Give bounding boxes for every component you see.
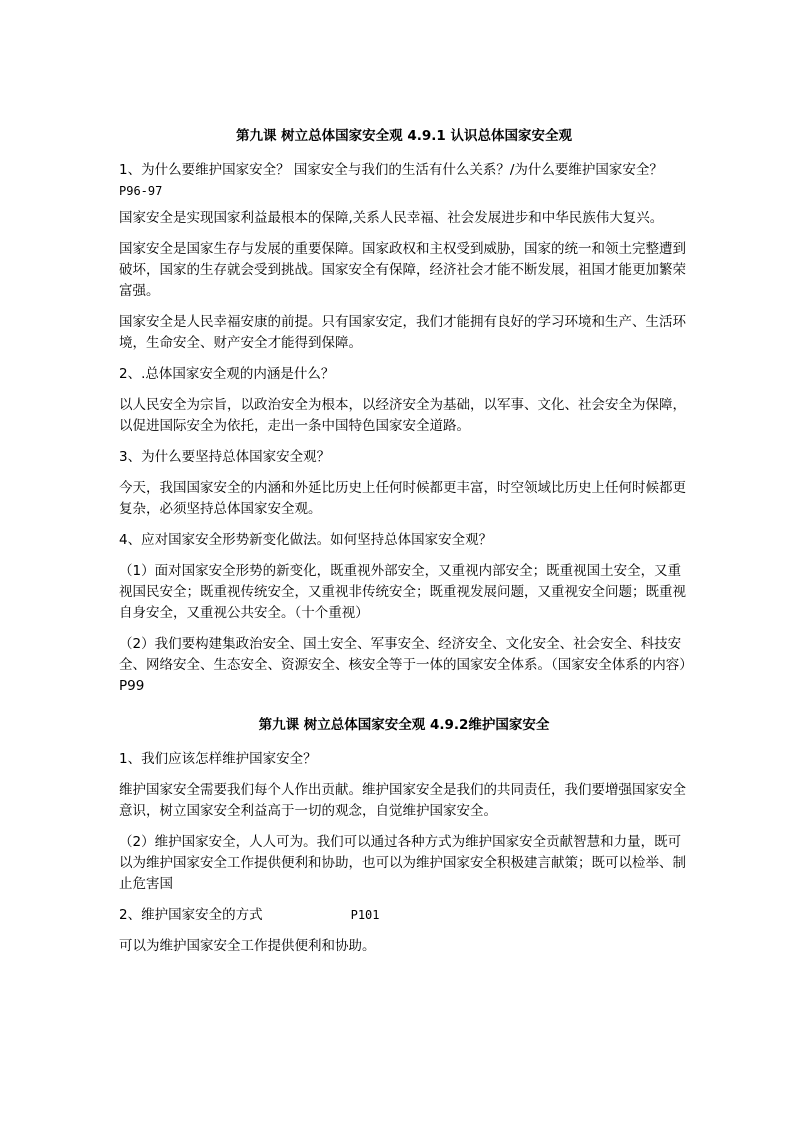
section-1-title: 第九课 树立总体国家安全观 4.9.1 认识总体国家安全观 xyxy=(235,128,573,144)
answer-2: 以人民安全为宗旨，以政治安全为根本，以经济安全为基础，以军事、文化、社会安全为保障，以促进国际安全为依托，走出一条中国特色国家安全道路。 xyxy=(119,397,686,434)
question-1-text: 1、为什么要维护国家安全？ 国家安全与我们的生活有什么关系？/为什么要维护国家安全？ xyxy=(119,162,663,178)
question-2: 2、.总体国家安全观的内涵是什么？ xyxy=(119,366,335,382)
document-page xyxy=(119,126,689,967)
question-4: 4、应对国家安全形势新变化做法。如何坚持总体国家安全观？ xyxy=(119,532,493,548)
answer-4b: （2）我们要构建集政治安全、国土安全、军事安全、经济安全、文化安全、社会安全、科技安全、网络安全、生态安全、资源安全、核安全等于一体的国家安全体系。（国家安全体系的内容）P99 xyxy=(119,636,686,694)
question-1 xyxy=(119,160,689,202)
section-2-answer-2: 可以为维护国家安全工作提供便利和协助。 xyxy=(119,938,376,954)
answer-3: 今天，我国国家安全的内涵和外延比历史上任何时候都更丰富，时空领域比历史上任何时候都更复杂，必须坚持总体国家安全观。 xyxy=(119,480,686,517)
section-2-title: 第九课 树立总体国家安全观 4.9.2维护国家安全 xyxy=(258,717,550,733)
answer-1b: 国家安全是国家生存与发展的重要保障。国家政权和主权受到威胁，国家的统一和领土完整遭到破坏，国家的生存就会受到挑战。国家安全有保障，经济社会才能不断发展，祖国才能更加繁荣富强。 xyxy=(119,241,686,299)
answer-4a: （1）面对国家安全形势的新变化，既重视外部安全，又重视内部安全；既重视国土安全，又重视国民安全；既重视传统安全，又重视非传统安全；既重视发展问题，又重视安全问题；既重视自身安全，又重视公共安全。（十个重视） xyxy=(119,563,686,621)
section-2-answer-1b: （2）维护国家安全，人人可为。我们可以通过各种方式为维护国家安全贡献智慧和力量，既可以为维护国家安全工作提供便利和协助，也可以为维护国家安全积极建言献策；既可以检举、制止危害国 xyxy=(119,834,686,892)
answer-1a: 国家安全是实现国家利益最根本的保障,关系人民幸福、社会发展进步和中华民族伟大复兴。 xyxy=(119,210,664,226)
section-2-question-2 xyxy=(119,905,689,926)
answer-1c: 国家安全是人民幸福安康的前提。只有国家安定，我们才能拥有良好的学习环境和生产、生活环境，生命安全、财产安全才能得到保障。 xyxy=(119,314,686,351)
section-2-question-1: 1、我们应该怎样维护国家安全？ xyxy=(119,751,317,767)
section-2-answer-1a: 维护国家安全需要我们每个人作出贡献。维护国家安全是我们的共同责任，我们要增强国家安全意识，树立国家安全利益高于一切的观念，自觉维护国家安全。 xyxy=(119,782,686,819)
section-2-question-2-text: 2、维护国家安全的方式 xyxy=(119,907,263,923)
question-3: 3、为什么要坚持总体国家安全观？ xyxy=(119,449,331,465)
section-2-question-2-page-ref: P101 xyxy=(350,908,380,922)
question-1-page-ref: P96-97 xyxy=(119,184,163,198)
